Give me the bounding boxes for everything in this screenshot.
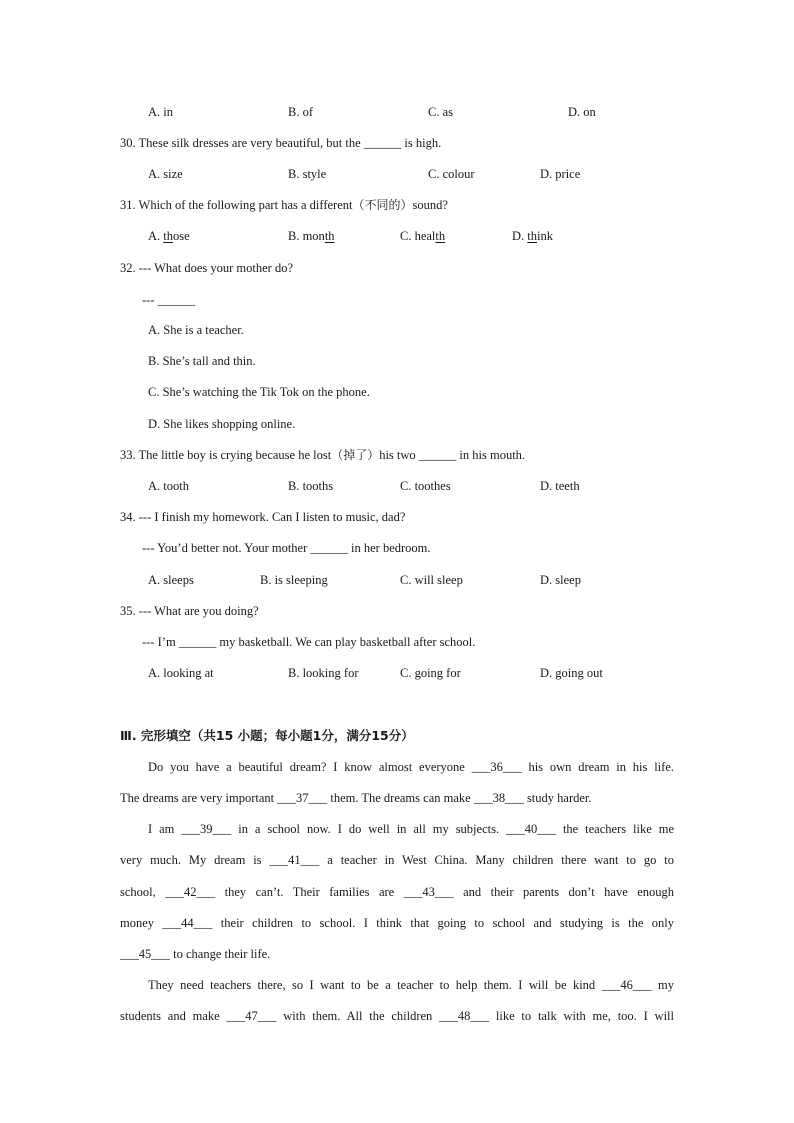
cloze-line: They need teachers there, so I want to be a teacher to help them. I will be kind ___46___ my (148, 978, 674, 992)
q31-option-a: A. those (148, 229, 190, 243)
cloze-line: very much. My dream is ___41___ a teacher in West China. Many children there want to go to (120, 853, 674, 867)
q32-stem: 32. --- What does your mother do? (120, 261, 293, 275)
cloze-line: money ___44___ their children to school. I think that going to school and studying is the only (120, 916, 674, 930)
q33-stem (120, 447, 525, 463)
q30-option-a: A. size (148, 167, 183, 181)
cloze-line: ___45___ to change their life. (120, 947, 271, 961)
q34-reply: --- You’d better not. Your mother ______ in her bedroom. (142, 541, 431, 555)
q33-stem-text: 33. The little boy is crying because he lost (120, 448, 332, 462)
q29-option-c: C. as (428, 105, 453, 119)
cloze-line: I am ___39___ in a school now. I do well in all my subjects. ___40___ the teachers like me (148, 822, 674, 836)
q35-option-b: B. looking for (288, 666, 359, 680)
q30-stem: 30. These silk dresses are very beautiful, but the ______ is high. (120, 136, 442, 150)
q31-stem-cn: （不同的） (352, 198, 413, 212)
q29-option-d: D. on (568, 105, 596, 119)
q34-stem: 34. --- I finish my homework. Can I listen to music, dad? (120, 510, 406, 524)
cloze-line: school, ___42___ they can’t. Their families are ___43___ and their parents don’t have enough (120, 885, 674, 899)
q29-option-b: B. of (288, 105, 313, 119)
q34-option-d: D. sleep (540, 573, 581, 587)
section-title: Ⅲ. 完形填空（共15 小题；每小题1分，满分15分） (120, 728, 414, 743)
q29-option-a: A. in (148, 105, 173, 119)
q30-option-c: C. colour (428, 167, 475, 181)
q30-option-b: B. style (288, 167, 327, 181)
q32-reply: --- ______ (142, 293, 196, 307)
q30-option-d: D. price (540, 167, 581, 181)
q34-option-a: A. sleeps (148, 573, 194, 587)
q33-option-d: D. teeth (540, 479, 580, 493)
q34-option-b: B. is sleeping (260, 573, 328, 587)
q31-stem-end: sound? (412, 198, 448, 212)
q35-reply: --- I’m ______ my basketball. We can play basketball after school. (142, 635, 476, 649)
q32-option-d: D. She likes shopping online. (148, 417, 296, 431)
q33-option-c: C. toothes (400, 479, 451, 493)
q33-stem-end: his two ______ in his mouth. (379, 448, 526, 462)
q31-option-b: B. month (288, 229, 335, 243)
q31-option-c: C. health (400, 229, 446, 243)
cloze-line: Do you have a beautiful dream? I know almost everyone ___36___ his own dream in his life. (148, 760, 674, 774)
q33-option-b: B. tooths (288, 479, 334, 493)
q35-stem: 35. --- What are you doing? (120, 604, 259, 618)
q32-option-c: C. She’s watching the Tik Tok on the phone. (148, 385, 370, 399)
q33-stem-cn: （掉了） (331, 448, 380, 462)
q33-option-a: A. tooth (148, 479, 189, 493)
q35-option-c: C. going for (400, 666, 461, 680)
q32-option-b: B. She’s tall and thin. (148, 354, 256, 368)
q32-option-a: A. She is a teacher. (148, 323, 244, 337)
q31-stem (120, 197, 448, 213)
cloze-line: The dreams are very important ___37___ them. The dreams can make ___38___ study harder. (120, 791, 592, 805)
q34-option-c: C. will sleep (400, 573, 463, 587)
q31-option-d: D. think (512, 229, 553, 243)
q31-stem-text: 31. Which of the following part has a different (120, 198, 353, 212)
q35-option-d: D. going out (540, 666, 603, 680)
cloze-line: students and make ___47___ with them. All the children ___48___ like to talk with me, too. I will (120, 1009, 674, 1023)
q35-option-a: A. looking at (148, 666, 214, 680)
